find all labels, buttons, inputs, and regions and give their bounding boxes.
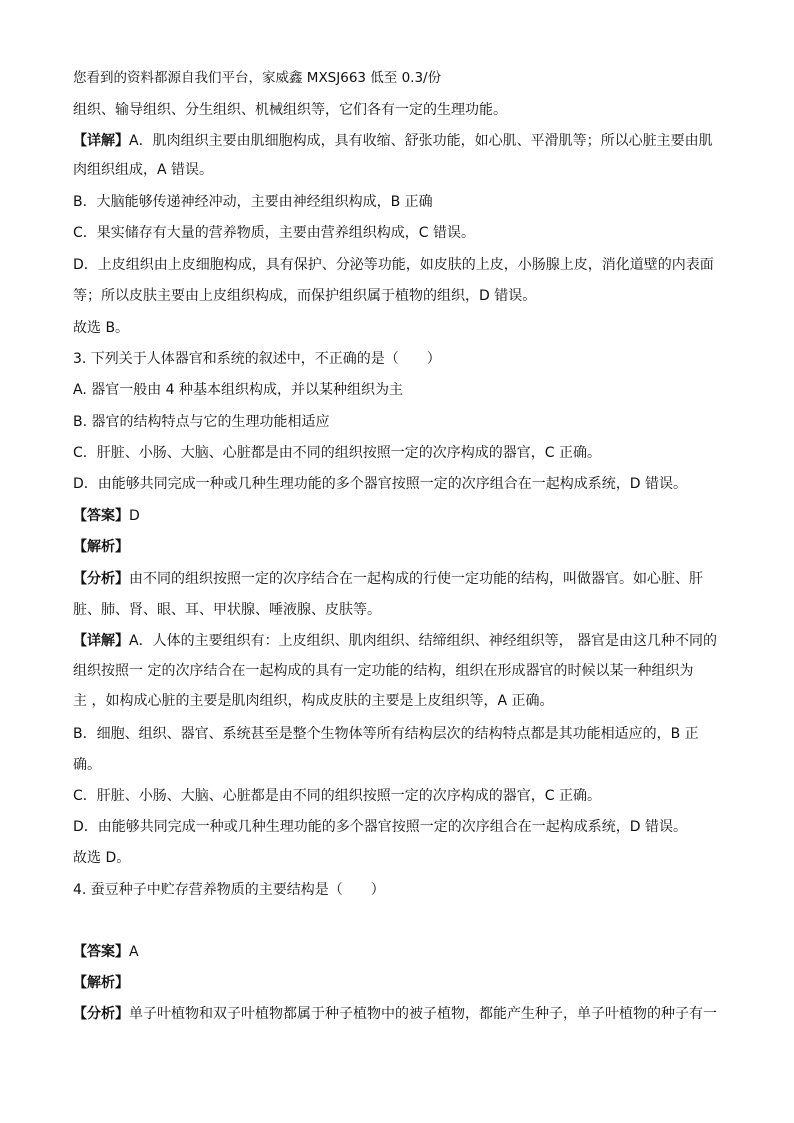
paragraph-line: D．上皮组织由上皮细胞构成，具有保护、分泌等功能，如皮肤的上皮，小肠腺上皮，消化道壁的内表面	[73, 257, 714, 273]
paragraph-line: 肉组织组成，A 错误。	[73, 162, 214, 178]
detail-line	[73, 131, 723, 151]
source-notice: 您看到的资料都源自我们平台，家威鑫 MXSJ663 低至 0.3/份	[73, 70, 442, 86]
option-a: A. 器官一般由 4 种基本组织构成，并以某种组织为主	[73, 382, 404, 398]
detail-line	[73, 631, 723, 651]
paragraph-line: B．大脑能够传递神经冲动，主要由神经组织构成，B 正确	[73, 194, 433, 210]
question-stem: 3. 下列关于人体器官和系统的叙述中，不正确的是（ ）	[73, 351, 441, 367]
detail-text: A．人体的主要组织有：上皮组织、肌肉组织、结缔组织、神经组织等， 器官是由这几种不同的	[129, 633, 718, 649]
paragraph-line: B．细胞、组织、器官、系统甚至是整个生物体等所有结构层次的结构特点都是其功能相适应的，B 正	[73, 726, 699, 742]
fenxi-tag: 【分析】	[73, 1006, 129, 1022]
paragraph-line: C．肝脏、小肠、大脑、心脏都是由不同的组织按照一定的次序构成的器官，C 正确。	[73, 788, 601, 804]
choice-line: 故选 D。	[73, 850, 131, 866]
option-d: D．由能够共同完成一种或几种生理功能的多个器官按照一定的次序组合在一起构成系统，D 错误。	[73, 476, 688, 492]
analysis-tag: 【解析】	[73, 539, 129, 555]
analysis-heading	[73, 537, 723, 557]
paragraph-line: 组织按照一 定的次序结合在一起构成的具有一定功能的结构，组织在形成器官的时候以某一种组织为	[73, 663, 694, 679]
paragraph-line: 主 ，如构成心脏的主要是肌肉组织，构成皮肤的主要是上皮组织等，A 正确。	[73, 693, 554, 709]
analysis-tag: 【解析】	[73, 975, 129, 991]
answer-tag: 【答案】	[73, 508, 129, 524]
option-c: C．肝脏、小肠、大脑、心脏都是由不同的组织按照一定的次序构成的器官，C 正确。	[73, 445, 601, 461]
option-b: B. 器官的结构特点与它的生理功能相适应	[73, 414, 330, 430]
answer-tag: 【答案】	[73, 944, 129, 960]
paragraph-line: 等；所以皮肤主要由上皮组织构成，而保护组织属于植物的组织，D 错误。	[73, 288, 537, 304]
paragraph-line: D．由能够共同完成一种或几种生理功能的多个器官按照一定的次序组合在一起构成系统，D 错误。	[73, 819, 688, 835]
paragraph-line: 脏、肺、肾、眼、耳、甲状腺、唾液腺、皮肤等。	[73, 602, 381, 618]
fenxi-tag: 【分析】	[73, 571, 129, 587]
answer-line	[73, 506, 723, 526]
fenxi-text: 由不同的组织按照一定的次序结合在一起构成的行使一定功能的结构，叫做器官。如心脏、肝	[129, 571, 703, 587]
analysis-heading	[73, 973, 723, 993]
analysis-line	[73, 569, 723, 589]
paragraph-line: C．果实储存有大量的营养物质，主要由营养组织构成，C 错误。	[73, 225, 475, 241]
detail-tag: 【详解】	[73, 133, 129, 149]
paragraph-line: 确。	[73, 757, 101, 773]
fenxi-text: 单子叶植物和双子叶植物都属于种子植物中的被子植物，都能产生种子，单子叶植物的种子有一	[129, 1006, 717, 1022]
answer-value: D	[129, 508, 140, 524]
detail-text: A．肌肉组织主要由肌细胞构成，具有收缩、舒张功能，如心肌、平滑肌等；所以心脏主要由肌	[129, 133, 713, 149]
choice-line: 故选 B。	[73, 320, 130, 336]
answer-value: A	[129, 944, 139, 960]
detail-tag: 【详解】	[73, 633, 129, 649]
question-stem: 4. 蚕豆种子中贮存营养物质的主要结构是（ ）	[73, 882, 385, 898]
paragraph-line: 组织、输导组织、分生组织、机械组织等，它们各有一定的生理功能。	[73, 102, 507, 118]
answer-line	[73, 942, 723, 962]
analysis-line	[73, 1004, 723, 1024]
